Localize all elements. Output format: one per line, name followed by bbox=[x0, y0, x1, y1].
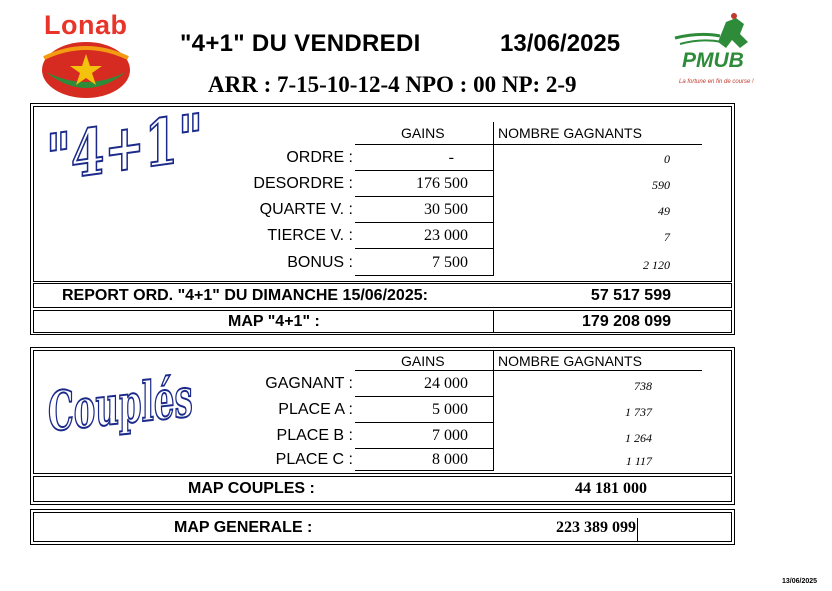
col-header-winners: NOMBRE GAGNANTS bbox=[498, 125, 642, 141]
couples-col-header-rule bbox=[355, 370, 702, 371]
couples-row-label-gagnant: GAGNANT : bbox=[265, 375, 353, 392]
row-gain-bonus: 7 500 bbox=[432, 254, 468, 271]
map-four-plus-one-value: 179 208 099 bbox=[582, 313, 671, 330]
row-rule bbox=[355, 170, 493, 171]
map-couples-label: MAP COUPLES : bbox=[188, 480, 315, 497]
page-date: 13/06/2025 bbox=[500, 30, 621, 57]
pmub-wordmark: PMUB bbox=[682, 49, 744, 72]
map-generale-label: MAP GENERALE : bbox=[174, 519, 313, 536]
col-header-rule bbox=[355, 144, 702, 145]
couples-col-divider bbox=[493, 350, 494, 471]
couples-row-rule bbox=[355, 448, 493, 449]
row-gain-desordre: 176 500 bbox=[416, 175, 468, 192]
row-winners-tierce: 7 bbox=[664, 230, 670, 244]
row-gain-ordre: - bbox=[448, 149, 454, 166]
map-four-plus-one-label: MAP "4+1" : bbox=[228, 313, 320, 330]
lonab-wordmark: Lonab bbox=[44, 10, 128, 40]
four-plus-one-banner: "4+1" bbox=[46, 99, 204, 197]
page-title: "4+1" DU VENDREDI bbox=[180, 30, 421, 57]
couples-row-label-place-b: PLACE B : bbox=[276, 427, 353, 444]
row-rule bbox=[355, 248, 493, 249]
row-label-tierce: TIERCE V. : bbox=[267, 227, 353, 244]
arrival-line: ARR : 7-15-10-12-4 NPO : 00 NP: 2-9 bbox=[208, 72, 577, 97]
couples-row-winners-place-a: 1 737 bbox=[625, 405, 652, 419]
couples-row-gain-place-b: 7 000 bbox=[432, 427, 468, 444]
pmub-tagline: La fortune en fin de course ! bbox=[679, 79, 754, 85]
row-winners-bonus: 2 120 bbox=[643, 258, 670, 272]
col-header-gains: GAINS bbox=[401, 125, 445, 141]
couples-row-winners-place-b: 1 264 bbox=[625, 431, 652, 445]
couples-col-header-winners: NOMBRE GAGNANTS bbox=[498, 353, 642, 369]
map-divider bbox=[493, 310, 494, 333]
map-couples-value: 44 181 000 bbox=[575, 480, 647, 497]
map-generale-value: 223 389 099 bbox=[556, 519, 636, 536]
row-label-quarte: QUARTE V. : bbox=[259, 201, 353, 218]
row-label-desordre: DESORDRE : bbox=[253, 175, 353, 192]
couples-row-rule bbox=[355, 396, 493, 397]
footer-date: 13/06/2025 bbox=[782, 578, 818, 585]
couples-col-header-gains: GAINS bbox=[401, 353, 445, 369]
couples-row-rule bbox=[355, 422, 493, 423]
row-label-ordre: ORDRE : bbox=[286, 149, 353, 166]
couples-row-rule bbox=[355, 470, 493, 471]
row-gain-quarte: 30 500 bbox=[424, 201, 468, 218]
couples-row-winners-gagnant: 738 bbox=[634, 379, 652, 393]
row-winners-desordre: 590 bbox=[652, 178, 670, 192]
row-label-bonus: BONUS : bbox=[287, 254, 353, 271]
couples-banner: Couplés bbox=[48, 364, 193, 444]
couples-row-gain-place-c: 8 000 bbox=[432, 451, 468, 468]
couples-row-gain-gagnant: 24 000 bbox=[424, 375, 468, 392]
couples-row-label-place-a: PLACE A : bbox=[278, 401, 353, 418]
row-rule bbox=[355, 196, 493, 197]
couples-row-label-place-c: PLACE C : bbox=[275, 451, 353, 468]
row-winners-quarte: 49 bbox=[658, 204, 670, 218]
couples-row-winners-place-c: 1 117 bbox=[625, 454, 652, 468]
report-label: REPORT ORD. "4+1" DU DIMANCHE 15/06/2025: bbox=[62, 287, 428, 304]
col-divider bbox=[493, 122, 494, 276]
row-rule bbox=[355, 275, 493, 276]
map-generale-divider bbox=[637, 518, 638, 542]
row-winners-ordre: 0 bbox=[664, 152, 670, 166]
row-rule bbox=[355, 222, 493, 223]
row-gain-tierce: 23 000 bbox=[424, 227, 468, 244]
couples-row-gain-place-a: 5 000 bbox=[432, 401, 468, 418]
report-value: 57 517 599 bbox=[590, 287, 671, 304]
